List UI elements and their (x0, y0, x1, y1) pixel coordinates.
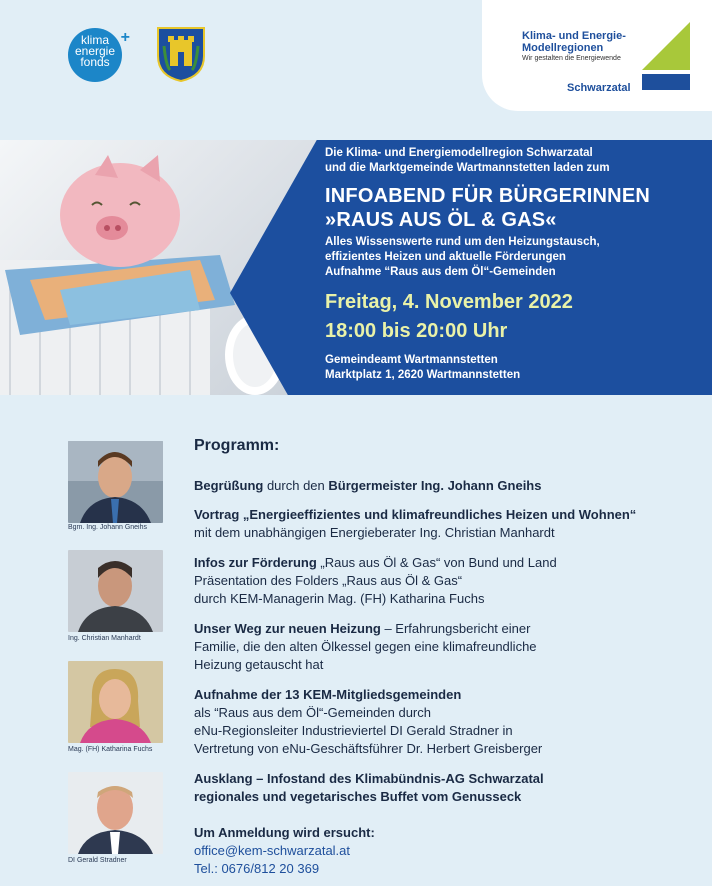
registration-phone[interactable]: Tel.: 0676/812 20 369 (194, 861, 320, 876)
hero-title-line-2: »RAUS AUS ÖL & GAS« (325, 209, 557, 231)
speaker-photo-manhardt (68, 550, 163, 632)
hero-title-line-1: INFOABEND FÜR BÜRGERINNEN (325, 185, 650, 207)
registration-email-link[interactable]: office@kem-schwarzatal.at (194, 843, 351, 858)
speaker-photo-fuchs (68, 661, 163, 743)
logo-word-energie: energie (74, 44, 116, 58)
program-item-lecture (194, 506, 704, 542)
speaker-caption-gneihs: Bgm. Ing. Johann Gneihs (68, 524, 147, 531)
program-item-experience (194, 620, 704, 674)
plus-icon: + (120, 29, 130, 46)
kem-brand-box (482, 0, 712, 111)
venue-line-1: Gemeindeamt Wartmannstetten (325, 354, 498, 366)
hero-detail-line-3: Aufnahme “Raus aus dem Öl“-Gemeinden (325, 266, 556, 278)
funding-label: Infos zur Förderung (194, 555, 317, 570)
venue-line-2: Marktplatz 1, 2620 Wartmannstetten (325, 369, 521, 381)
closing-line-1: Ausklang – Infostand des Klimabündnis-AG Schwarzatal (194, 771, 544, 786)
program-item-welcome-line (194, 477, 704, 495)
event-date-time (325, 288, 710, 346)
lecture-title: Vortrag „Energieeffizientes und klimafreundliches Heizen und Wohnen“ (194, 507, 637, 522)
brand-region: Schwarzatal (567, 82, 631, 94)
closing-line-2: regionales und vegetarisches Buffet vom Genusseck (194, 789, 522, 804)
admission-line-3: eNu-Regionsleiter Industrieviertel DI Gerald Stradner in (194, 723, 513, 738)
hero-title (325, 184, 710, 232)
event-time: 18:00 bis 20:00 Uhr (325, 320, 508, 342)
hero-detail-line-2: effizientes Heizen und aktuelle Förderungen (325, 251, 566, 263)
funding-desc: „Raus aus Öl & Gas“ von Bund und Land (316, 555, 557, 570)
funding-line-2: Präsentation des Folders „Raus aus Öl & Gas“ (194, 573, 463, 588)
coat-of-arms-icon (156, 26, 206, 82)
funding-line-3: durch KEM-Managerin Mag. (FH) Katharina Fuchs (194, 591, 485, 606)
event-venue (325, 353, 710, 383)
program-item-admission (194, 686, 704, 758)
experience-line-2: Familie, die den alten Ölkessel gegen eine klimafreundliche (194, 639, 537, 654)
experience-line-3: Heizung getauscht hat (194, 657, 324, 672)
event-date: Freitag, 4. November 2022 (325, 291, 573, 313)
speaker-caption-fuchs: Mag. (FH) Katharina Fuchs (68, 746, 153, 753)
welcome-label: Begrüßung (194, 478, 264, 493)
hero-details (325, 235, 710, 280)
klima-energie-fonds-logo (68, 28, 130, 82)
lecture-speaker: mit dem unabhängigen Energieberater Ing. Christian Manhardt (194, 525, 555, 540)
program-item-closing (194, 770, 704, 806)
logo-word-klima: klima (80, 33, 109, 47)
brand-tagline: Wir gestalten die Energiewende (522, 55, 621, 62)
program-item-welcome (194, 477, 704, 495)
brand-line-2: Modellregionen (522, 42, 604, 54)
registration-title: Um Anmeldung wird ersucht: (194, 825, 375, 840)
welcome-mayor: Bürgermeister Ing. Johann Gneihs (328, 478, 542, 493)
registration (194, 824, 704, 878)
program-title: Programm: (194, 437, 280, 454)
speaker-caption-stradner: DI Gerald Stradner (68, 857, 127, 864)
experience-desc: – Erfahrungsbericht einer (380, 621, 531, 636)
logo-word-fonds: fonds (80, 55, 110, 69)
kem-logo-icon (638, 22, 694, 92)
speaker-photo-gneihs (68, 441, 163, 523)
hero-detail-line-1: Alles Wissenswerte rund um den Heizungstausch, (325, 236, 600, 248)
funding-line-1 (194, 554, 704, 572)
admission-line-4: Vertretung von eNu-Geschäftsführer Dr. Herbert Greisberger (194, 741, 543, 756)
admission-line-2: als “Raus aus dem Öl“-Gemeinden durch (194, 705, 431, 720)
welcome-connector: durch den (263, 478, 329, 493)
experience-line-1 (194, 620, 704, 638)
speaker-caption-manhardt: Ing. Christian Manhardt (68, 635, 141, 642)
experience-label: Unser Weg zur neuen Heizung (194, 621, 381, 636)
hero-intro-line-2: und die Marktgemeinde Wartmannstetten laden zum (325, 162, 610, 174)
hero-text (325, 146, 710, 383)
hero-intro (325, 146, 710, 176)
speaker-photo-stradner (68, 772, 163, 854)
brand-line-1: Klima- und Energie- (522, 30, 626, 42)
program-item-funding (194, 554, 704, 608)
admission-title: Aufnahme der 13 KEM-Mitgliedsgemeinden (194, 687, 462, 702)
hero-intro-line-1: Die Klima- und Energiemodellregion Schwarzatal (325, 147, 593, 159)
